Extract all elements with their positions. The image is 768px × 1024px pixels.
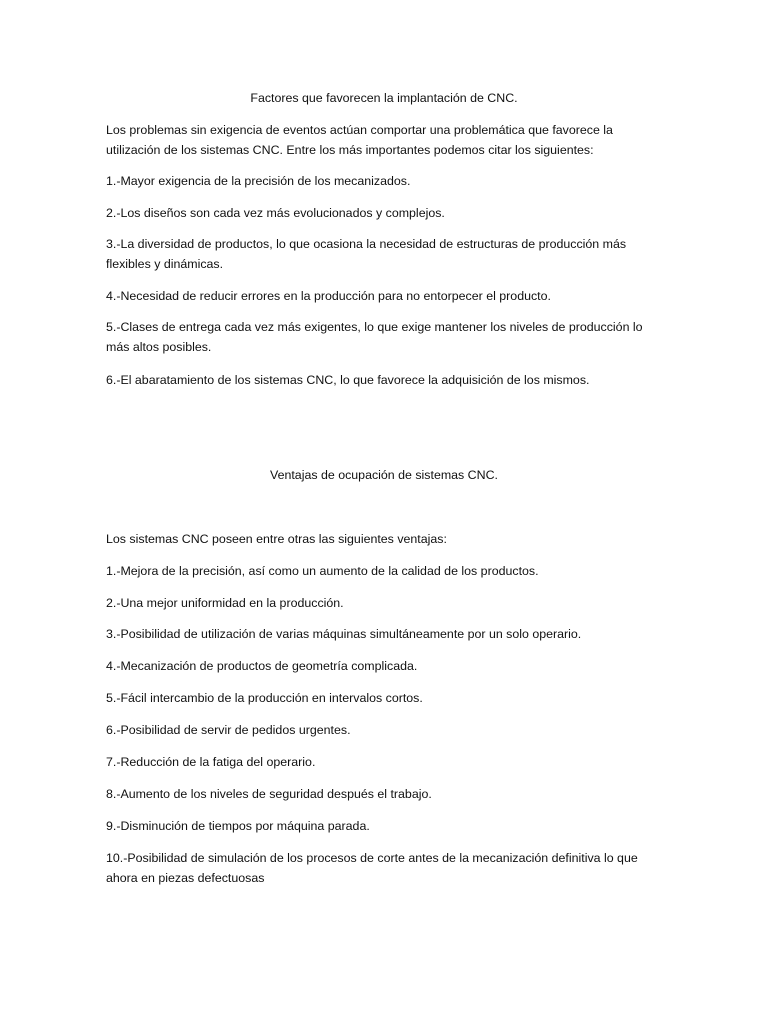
section-1-item-6: 6.-El abaratamiento de los sistemas CNC, lo que favorece la adquisición de los mismos. xyxy=(106,373,590,387)
section-1-item-2: 2.-Los diseños son cada vez más evolucionados y complejos. xyxy=(106,206,445,220)
section-2-item-1: 1.-Mejora de la precisión, así como un aumento de la calidad de los productos. xyxy=(106,564,539,578)
section-1-item-1: 1.-Mayor exigencia de la precisión de los mecanizados. xyxy=(106,174,411,188)
section-2-intro: Los sistemas CNC poseen entre otras las siguientes ventajas: xyxy=(106,532,447,546)
section-1-title: Factores que favorecen la implantación de CNC. xyxy=(250,91,518,105)
section-2-item-7: 7.-Reducción de la fatiga del operario. xyxy=(106,755,316,769)
section-1-item-3: 3.-La diversidad de productos, lo que ocasiona la necesidad de estructuras de producción más flexibles y dinámicas. xyxy=(106,237,627,271)
section-2-item-2: 2.-Una mejor uniformidad en la producción. xyxy=(106,596,344,610)
section-2-title: Ventajas de ocupación de sistemas CNC. xyxy=(270,468,498,482)
section-2-item-8: 8.-Aumento de los niveles de seguridad después el trabajo. xyxy=(106,787,432,801)
section-1-item-5: 5.-Clases de entrega cada vez más exigentes, lo que exige mantener los niveles de producción lo más altos posibles. xyxy=(106,320,643,354)
section-2-item-4: 4.-Mecanización de productos de geometría complicada. xyxy=(106,659,418,673)
section-2-item-9: 9.-Disminución de tiempos por máquina parada. xyxy=(106,819,370,833)
section-1-intro: Los problemas sin exigencia de eventos actúan comportar una problemática que favorece la utilización de los sistemas CNC. Entre los más importantes podemos citar los siguientes: xyxy=(106,123,613,157)
section-2-item-6: 6.-Posibilidad de servir de pedidos urgentes. xyxy=(106,723,351,737)
section-2-item-3: 3.-Posibilidad de utilización de varias máquinas simultáneamente por un solo operario. xyxy=(106,627,582,641)
section-2-item-10: 10.-Posibilidad de simulación de los procesos de corte antes de la mecanización definitiva lo que ahora en piezas defectuosas xyxy=(106,851,638,885)
section-1-item-4: 4.-Necesidad de reducir errores en la producción para no entorpecer el producto. xyxy=(106,289,551,303)
section-2-item-5: 5.-Fácil intercambio de la producción en intervalos cortos. xyxy=(106,691,423,705)
